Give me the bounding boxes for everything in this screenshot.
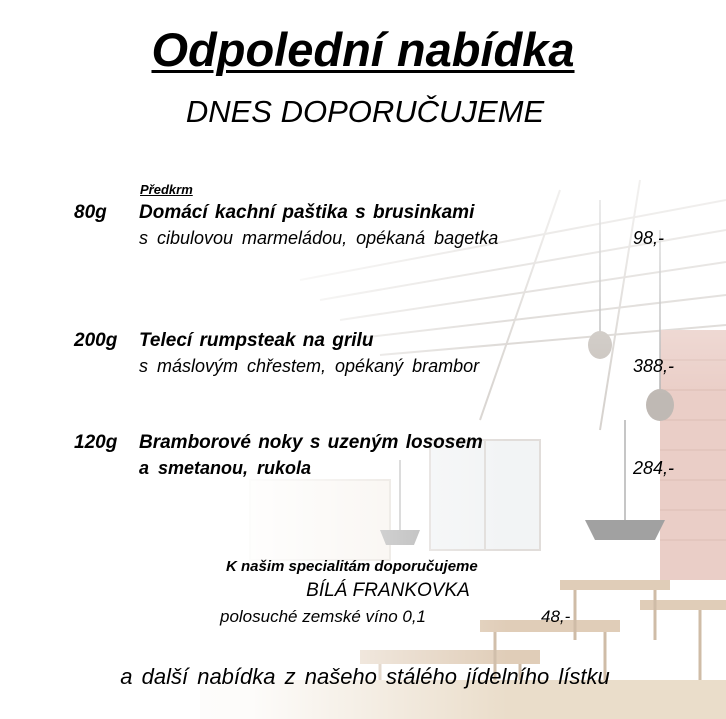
wine-name: BÍLÁ FRANKOVKA [306, 580, 470, 601]
menu-item-name: Bramborové noky s uzeným lososem [139, 432, 483, 453]
menu-item-name: Telecí rumpsteak na grilu [139, 330, 374, 351]
page-title: Odpolední nabídka [151, 23, 575, 76]
menu-item-price: 98,- [633, 228, 665, 248]
wine-heading: K našim specialitám doporučujeme [226, 558, 478, 575]
page-subtitle: DNES DOPORUČUJEME [185, 94, 545, 129]
menu-item-price: 388,- [633, 356, 675, 376]
menu-item-price: 284,- [633, 458, 675, 478]
menu-item-description-text: s cibulovou marmeládou, opékaná bagetka [139, 228, 499, 248]
menu-item-name: Domácí kachní paštika s brusinkami [139, 202, 475, 223]
footer-note: a další nabídka z našeho stálého jídelního lístku [120, 664, 610, 689]
menu-item-description: a smetanou, rukola [139, 458, 312, 478]
menu-item-description [139, 228, 498, 249]
wine-price: 48,- [541, 607, 571, 626]
menu-item-weight: 120g [74, 432, 118, 453]
menu-item-description: s máslovým chřestem, opékaný brambor [139, 356, 480, 376]
menu-item-weight: 80g [74, 202, 107, 223]
menu-item-weight: 200g [74, 330, 118, 351]
wine-description: polosuché zemské víno 0,1 [220, 607, 427, 626]
section-label-starter: Předkrm [140, 182, 193, 197]
